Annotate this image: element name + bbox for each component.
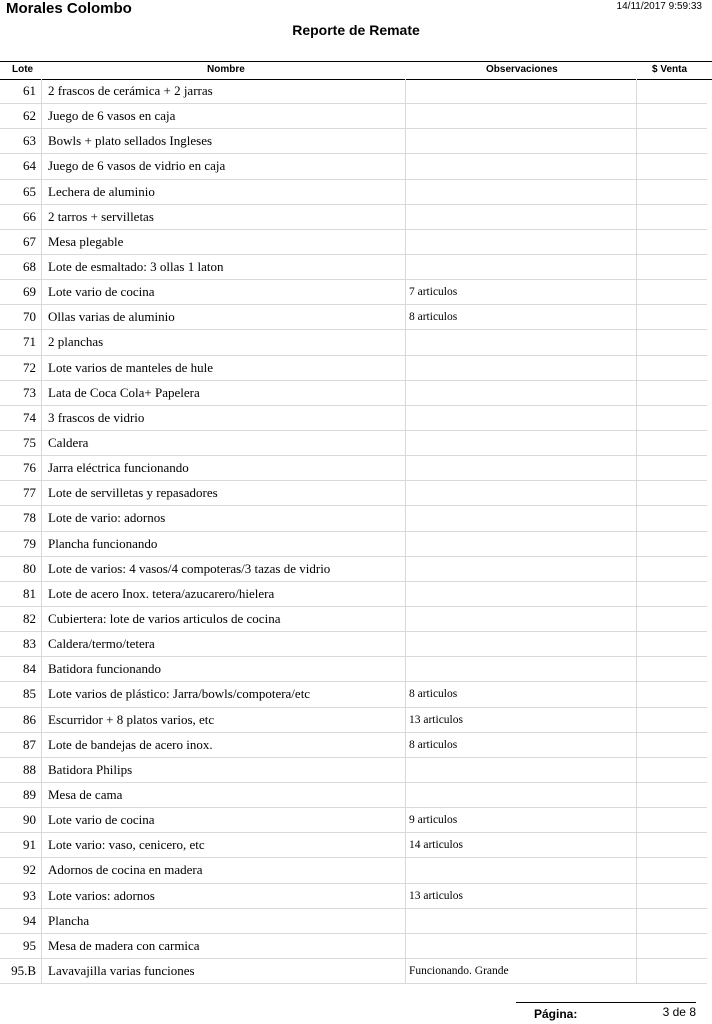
lot-name: Adornos de cocina en madera	[42, 858, 406, 883]
lot-sale-price	[637, 708, 707, 733]
lot-sale-price	[637, 884, 707, 909]
lot-observations	[406, 381, 637, 406]
lot-observations	[406, 657, 637, 682]
lot-sale-price	[637, 758, 707, 783]
lot-observations	[406, 506, 637, 531]
lot-observations: Funcionando. Grande	[406, 959, 637, 984]
lot-observations	[406, 154, 637, 179]
lot-sale-price	[637, 406, 707, 431]
table-row	[0, 682, 712, 707]
lot-number: 89	[0, 783, 42, 808]
lot-number: 76	[0, 456, 42, 481]
table-row	[0, 205, 712, 230]
table-row	[0, 255, 712, 280]
lot-sale-price	[637, 557, 707, 582]
table-row	[0, 934, 712, 959]
lot-number: 77	[0, 481, 42, 506]
lot-name: Caldera/termo/tetera	[42, 632, 406, 657]
lot-sale-price	[637, 582, 707, 607]
lot-number: 80	[0, 557, 42, 582]
lot-observations	[406, 456, 637, 481]
lot-number: 72	[0, 356, 42, 381]
lot-name: Plancha funcionando	[42, 532, 406, 557]
lot-observations	[406, 481, 637, 506]
lot-observations	[406, 607, 637, 632]
lot-observations	[406, 356, 637, 381]
lot-sale-price	[637, 381, 707, 406]
lot-number: 73	[0, 381, 42, 406]
table-row	[0, 280, 712, 305]
lot-sale-price	[637, 783, 707, 808]
table-row	[0, 180, 712, 205]
table-row	[0, 557, 712, 582]
lot-number: 95.B	[0, 959, 42, 984]
table-row	[0, 884, 712, 909]
lot-name: Lote varios de manteles de hule	[42, 356, 406, 381]
table-row	[0, 909, 712, 934]
lot-sale-price	[637, 858, 707, 883]
lot-sale-price	[637, 104, 707, 129]
lot-name: Juego de 6 vasos en caja	[42, 104, 406, 129]
lot-observations: 9 articulos	[406, 808, 637, 833]
table-row	[0, 305, 712, 330]
table-row	[0, 381, 712, 406]
lot-name: 2 planchas	[42, 330, 406, 355]
table-row	[0, 532, 712, 557]
lot-sale-price	[637, 180, 707, 205]
lot-sale-price	[637, 607, 707, 632]
table-row	[0, 154, 712, 179]
table-row	[0, 129, 712, 154]
table-row	[0, 431, 712, 456]
lot-number: 81	[0, 582, 42, 607]
lot-name: Juego de 6 vasos de vidrio en caja	[42, 154, 406, 179]
table-row	[0, 607, 712, 632]
lot-name: 2 frascos de cerámica + 2 jarras	[42, 79, 406, 104]
lot-observations	[406, 104, 637, 129]
lot-sale-price	[637, 305, 707, 330]
lot-number: 66	[0, 205, 42, 230]
lot-name: Lote de vario: adornos	[42, 506, 406, 531]
table-row	[0, 582, 712, 607]
lot-sale-price	[637, 733, 707, 758]
lot-number: 67	[0, 230, 42, 255]
table-row	[0, 356, 712, 381]
table-row	[0, 808, 712, 833]
lot-sale-price	[637, 909, 707, 934]
lot-number: 70	[0, 305, 42, 330]
table-row	[0, 657, 712, 682]
lot-name: 2 tarros + servilletas	[42, 205, 406, 230]
lot-number: 85	[0, 682, 42, 707]
lot-sale-price	[637, 205, 707, 230]
lot-number: 82	[0, 607, 42, 632]
table-row	[0, 230, 712, 255]
lot-number: 71	[0, 330, 42, 355]
lot-sale-price	[637, 481, 707, 506]
lot-name: Lechera de aluminio	[42, 180, 406, 205]
lot-name: Lote varios: adornos	[42, 884, 406, 909]
table-row	[0, 406, 712, 431]
lot-sale-price	[637, 959, 707, 984]
table-row	[0, 506, 712, 531]
report-title: Reporte de Remate	[292, 22, 420, 38]
lot-name: Batidora funcionando	[42, 657, 406, 682]
lot-sale-price	[637, 230, 707, 255]
table-row	[0, 104, 712, 129]
column-header-venta: $ Venta	[652, 64, 688, 75]
lot-name: Lote de esmaltado: 3 ollas 1 laton	[42, 255, 406, 280]
lot-observations	[406, 230, 637, 255]
lot-name: Mesa de madera con carmica	[42, 934, 406, 959]
table-row	[0, 632, 712, 657]
table-row	[0, 330, 712, 355]
column-header-lote: Lote	[12, 64, 34, 75]
lot-name: Lata de Coca Cola+ Papelera	[42, 381, 406, 406]
lot-observations	[406, 79, 637, 104]
footer-divider	[516, 1002, 696, 1003]
lot-observations: 8 articulos	[406, 305, 637, 330]
lot-observations: 8 articulos	[406, 733, 637, 758]
lot-name: Lote de bandejas de acero inox.	[42, 733, 406, 758]
lot-observations	[406, 783, 637, 808]
lot-number: 91	[0, 833, 42, 858]
lot-number: 83	[0, 632, 42, 657]
lot-name: Escurridor + 8 platos varios, etc	[42, 708, 406, 733]
lot-number: 94	[0, 909, 42, 934]
lot-sale-price	[637, 129, 707, 154]
lot-name: Lote varios de plástico: Jarra/bowls/compotera/etc	[42, 682, 406, 707]
table-row	[0, 708, 712, 733]
lots-table	[0, 79, 712, 984]
table-row	[0, 733, 712, 758]
page-number: 3 de 8	[662, 1005, 696, 1019]
lot-sale-price	[637, 532, 707, 557]
lot-observations: 7 articulos	[406, 280, 637, 305]
lot-observations	[406, 758, 637, 783]
lot-observations	[406, 532, 637, 557]
lot-name: Lote vario: vaso, cenicero, etc	[42, 833, 406, 858]
lot-name: Lote de varios: 4 vasos/4 compoteras/3 tazas de vidrio	[42, 557, 406, 582]
lot-number: 95	[0, 934, 42, 959]
lot-sale-price	[637, 506, 707, 531]
lot-name: Cubiertera: lote de varios articulos de cocina	[42, 607, 406, 632]
lot-sale-price	[637, 330, 707, 355]
lot-number: 75	[0, 431, 42, 456]
lot-observations	[406, 330, 637, 355]
lot-name: Jarra eléctrica funcionando	[42, 456, 406, 481]
lot-sale-price	[637, 833, 707, 858]
lot-name: Batidora Philips	[42, 758, 406, 783]
table-row	[0, 959, 712, 984]
lot-name: Lavavajilla varias funciones	[42, 959, 406, 984]
lot-observations	[406, 129, 637, 154]
table-row	[0, 456, 712, 481]
lot-name: Lote vario de cocina	[42, 808, 406, 833]
column-header-nombre: Nombre	[207, 64, 245, 75]
lot-observations	[406, 632, 637, 657]
lot-sale-price	[637, 808, 707, 833]
company-name: Morales Colombo	[6, 0, 132, 17]
lot-number: 64	[0, 154, 42, 179]
lot-number: 78	[0, 506, 42, 531]
lot-name: Bowls + plato sellados Ingleses	[42, 129, 406, 154]
table-row	[0, 833, 712, 858]
lot-observations: 13 articulos	[406, 708, 637, 733]
lot-name: Lote de acero Inox. tetera/azucarero/hielera	[42, 582, 406, 607]
column-headers	[0, 61, 712, 80]
lot-observations	[406, 582, 637, 607]
lot-observations: 14 articulos	[406, 833, 637, 858]
lot-number: 86	[0, 708, 42, 733]
lot-sale-price	[637, 280, 707, 305]
lot-observations	[406, 557, 637, 582]
lot-sale-price	[637, 79, 707, 104]
page-label: Página:	[534, 1007, 578, 1021]
lot-number: 88	[0, 758, 42, 783]
lot-number: 61	[0, 79, 42, 104]
lot-number: 79	[0, 532, 42, 557]
lot-sale-price	[637, 431, 707, 456]
lot-observations: 8 articulos	[406, 682, 637, 707]
lot-name: Mesa plegable	[42, 230, 406, 255]
table-row	[0, 758, 712, 783]
lot-number: 87	[0, 733, 42, 758]
report-datetime: 14/11/2017 9:59:33	[616, 1, 702, 12]
table-row	[0, 783, 712, 808]
table-row	[0, 481, 712, 506]
lot-sale-price	[637, 255, 707, 280]
lot-sale-price	[637, 356, 707, 381]
lot-observations	[406, 934, 637, 959]
lot-number: 68	[0, 255, 42, 280]
lot-observations	[406, 255, 637, 280]
lot-name: Lote de servilletas y repasadores	[42, 481, 406, 506]
lot-number: 74	[0, 406, 42, 431]
lot-sale-price	[637, 456, 707, 481]
lot-number: 63	[0, 129, 42, 154]
lot-number: 65	[0, 180, 42, 205]
lot-sale-price	[637, 632, 707, 657]
lot-name: Caldera	[42, 431, 406, 456]
lot-observations	[406, 406, 637, 431]
lot-observations	[406, 909, 637, 934]
lot-number: 92	[0, 858, 42, 883]
lot-observations	[406, 431, 637, 456]
table-row	[0, 858, 712, 883]
lot-name: Plancha	[42, 909, 406, 934]
lot-number: 93	[0, 884, 42, 909]
lot-observations	[406, 858, 637, 883]
lot-observations: 13 articulos	[406, 884, 637, 909]
lot-name: Lote vario de cocina	[42, 280, 406, 305]
lot-name: Ollas varias de aluminio	[42, 305, 406, 330]
lot-number: 84	[0, 657, 42, 682]
lot-number: 69	[0, 280, 42, 305]
column-header-observaciones: Observaciones	[486, 64, 558, 75]
lot-number: 62	[0, 104, 42, 129]
lot-name: Mesa de cama	[42, 783, 406, 808]
lot-number: 90	[0, 808, 42, 833]
lot-sale-price	[637, 154, 707, 179]
lot-sale-price	[637, 657, 707, 682]
table-row	[0, 79, 712, 104]
lot-name: 3 frascos de vidrio	[42, 406, 406, 431]
lot-sale-price	[637, 682, 707, 707]
lot-sale-price	[637, 934, 707, 959]
lot-observations	[406, 180, 637, 205]
lot-observations	[406, 205, 637, 230]
